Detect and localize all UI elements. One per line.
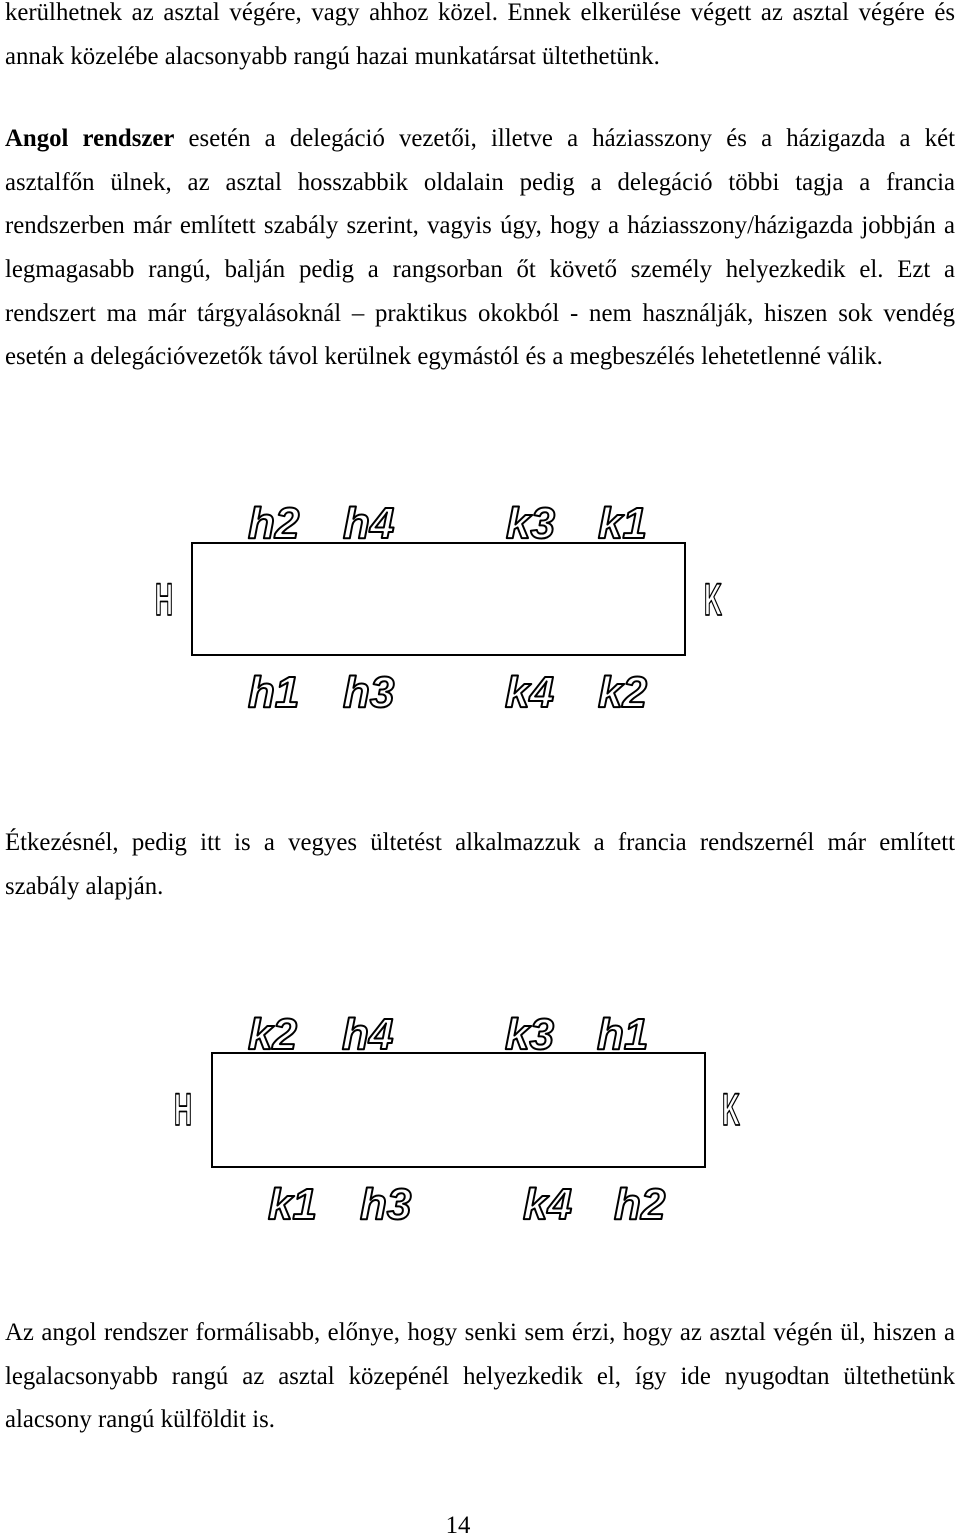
seat-label-top-2: h4 xyxy=(343,499,395,548)
seat-label-bottom-1: k1 xyxy=(268,1180,317,1229)
seat-label-bottom-3: k4 xyxy=(505,668,554,717)
text-line: alacsony rangú külföldit is. xyxy=(5,1406,275,1434)
seat-label-bottom-2: h3 xyxy=(343,668,395,717)
seat-label-top-3: k3 xyxy=(505,1010,554,1059)
bold-term: Angol rendszer xyxy=(5,125,175,152)
seat-label-top-3: k3 xyxy=(506,499,555,548)
text-line: annak közelébe alacsonyabb rangú hazai munkatársat ültethetünk. xyxy=(5,42,660,70)
text-line xyxy=(5,117,955,161)
seat-label-bottom-4: h2 xyxy=(614,1180,666,1229)
seat-label-bottom-2: h3 xyxy=(360,1180,412,1229)
text-line-rest: esetén a delegáció vezetői, illetve a háziasszony és a házigazda a két xyxy=(188,125,955,152)
paragraph-dining xyxy=(5,821,955,908)
text-line: Az angol rendszer formálisabb, előnye, hogy senki sem érzi, hogy az asztal végén ül, hiszen a xyxy=(5,1319,955,1346)
table-end-right-label: K xyxy=(704,574,723,625)
text-line: rendszert ma már tárgyalásoknál – praktikus okokból - nem használják, hiszen sok vendég xyxy=(5,299,955,327)
seating-diagram-2 xyxy=(0,1000,960,1230)
paragraph-conclusion xyxy=(5,1311,955,1442)
seat-label-bottom-1: h1 xyxy=(248,668,300,717)
seat-label-top-4: h1 xyxy=(597,1010,649,1059)
table-outline xyxy=(212,1053,705,1167)
text-line: legalacsonyabb rangú az asztal közepénél helyezkedik el, így ide nyugodtan ültethetünk xyxy=(5,1362,955,1390)
text-line: esetén a delegációvezetők távol kerülnek egymástól és a megbeszélés lehetetlenné válik. xyxy=(5,343,883,371)
seat-label-bottom-4: k2 xyxy=(598,668,647,717)
text-line: legmagasabb rangú, balján pedig a rangsorban őt követő személy helyezkedik el. Ezt a xyxy=(5,256,955,284)
seat-label-top-4: k1 xyxy=(598,499,647,548)
seating-diagram-1 xyxy=(0,490,960,720)
seat-label-bottom-3: k4 xyxy=(523,1180,572,1229)
text-line: Étkezésnél, pedig itt is a vegyes ültetést alkalmazzuk a francia rendszernél már említett xyxy=(5,829,955,856)
page-number: 14 xyxy=(445,1512,471,1539)
text-line: asztalfőn ülnek, az asztal hosszabbik oldalain pedig a delegáció többi tagja a francia xyxy=(5,168,955,196)
text-line: szabály alapján. xyxy=(5,872,164,900)
seat-label-top-1: k2 xyxy=(248,1010,297,1059)
paragraph-english-system xyxy=(5,117,955,379)
text-line: rendszerben már említett szabály szerint, vagyis úgy, hogy a háziasszony/házigazda jobbján a xyxy=(5,212,955,240)
table-outline xyxy=(192,543,685,655)
table-end-left-label: H xyxy=(174,1084,192,1135)
text-line: kerülhetnek az asztal végére, vagy ahhoz közel. Ennek elkerülése végett az asztal végére és xyxy=(5,0,955,26)
seat-label-top-1: h2 xyxy=(248,499,300,548)
table-end-left-label: H xyxy=(155,574,173,625)
paragraph-intro xyxy=(5,0,955,78)
seat-label-top-2: h4 xyxy=(342,1010,394,1059)
table-end-right-label: K xyxy=(722,1084,741,1135)
